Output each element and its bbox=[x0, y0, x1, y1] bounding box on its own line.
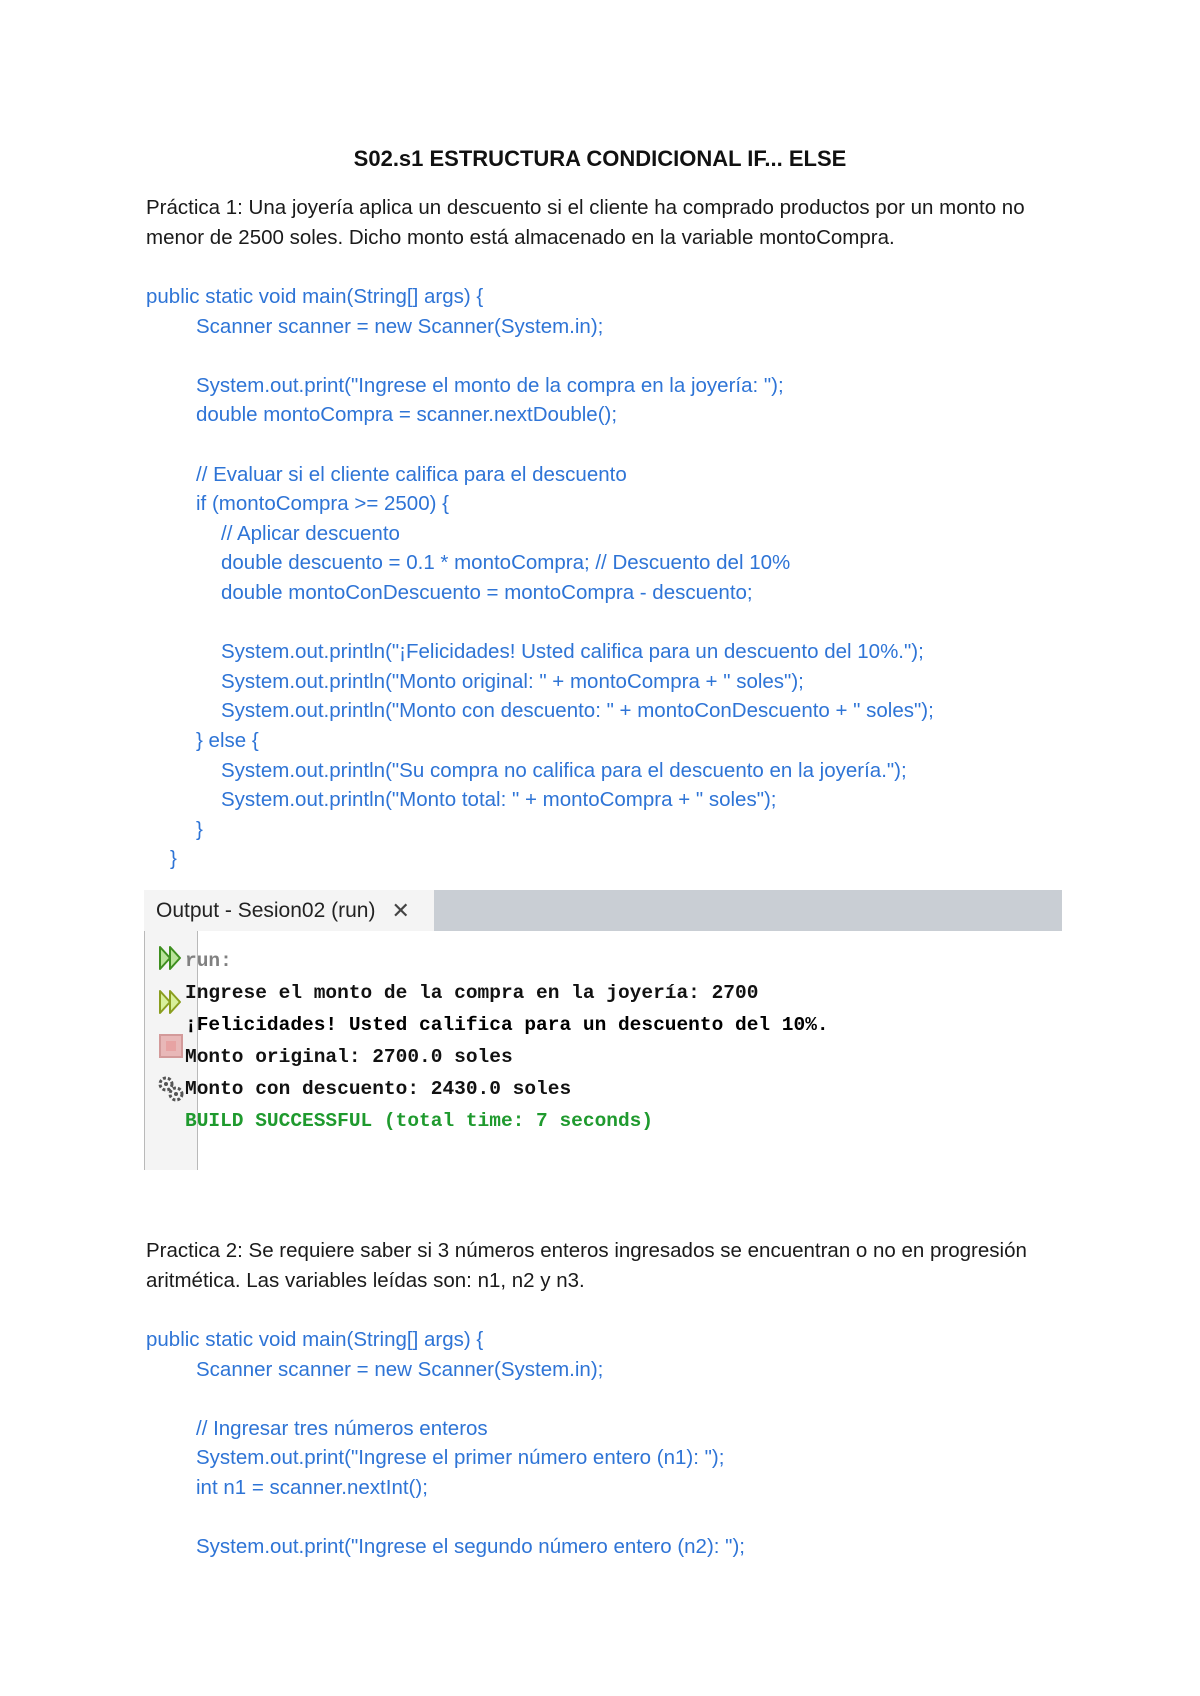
code-line: } else { bbox=[196, 728, 259, 752]
console-line: Monto original: 2700.0 soles bbox=[185, 1046, 513, 1068]
code-line: public static void main(String[] args) { bbox=[146, 1328, 484, 1351]
practica-2-code-block bbox=[146, 1325, 745, 1562]
code-line: double montoConDescuento = montoCompra - descuento; bbox=[221, 580, 753, 604]
code-line bbox=[146, 608, 934, 638]
code-line bbox=[146, 341, 934, 371]
code-comment: // Evaluar si el cliente califica para el descuento bbox=[196, 462, 627, 486]
practica-1-description: Práctica 1: Una joyería aplica un descuento si el cliente ha comprado productos por un monto no menor de 2500 soles. Dicho monto está almacenado en la variable montoCompra. bbox=[146, 196, 1025, 249]
console-line: run: bbox=[185, 950, 232, 972]
code-line: System.out.print("Ingrese el monto de la compra en la joyería: "); bbox=[196, 373, 784, 397]
code-line: double descuento = 0.1 * montoCompra; // Descuento del 10% bbox=[221, 551, 791, 575]
code-line bbox=[146, 1503, 745, 1533]
code-line: System.out.print("Ingrese el segundo número entero (n2): "); bbox=[196, 1535, 745, 1559]
code-line: if (montoCompra >= 2500) { bbox=[196, 492, 449, 516]
output-tab-label: Output - Sesion02 (run) bbox=[156, 898, 376, 922]
rerun-with-options-icon[interactable] bbox=[156, 987, 186, 1017]
code-line: Scanner scanner = new Scanner(System.in); bbox=[196, 314, 604, 338]
code-line: } bbox=[196, 817, 203, 841]
practica-2-description: Practica 2: Se requiere saber si 3 números enteros ingresados se encuentran o no en progresión aritmética. Las variables leídas son: n1, n2 y n3. bbox=[146, 1239, 1027, 1292]
document-title: S02.s1 ESTRUCTURA CONDICIONAL IF... ELSE bbox=[353, 146, 847, 171]
console-line: ¡Felicidades! Usted califica para un descuento del 10%. bbox=[185, 1014, 829, 1036]
stop-icon[interactable] bbox=[156, 1031, 186, 1061]
code-line: Scanner scanner = new Scanner(System.in); bbox=[196, 1357, 604, 1381]
settings-icon[interactable] bbox=[156, 1074, 186, 1104]
code-line: System.out.println("Monto con descuento: " + montoConDescuento + " soles"); bbox=[221, 699, 934, 723]
practica-1-code-block bbox=[146, 282, 934, 874]
console-output-text bbox=[185, 945, 829, 1137]
code-comment: // Aplicar descuento bbox=[221, 521, 400, 545]
code-line: System.out.println("Su compra no califica para el descuento en la joyería."); bbox=[221, 758, 907, 782]
console-line: Monto con descuento: 2430.0 soles bbox=[185, 1078, 572, 1100]
code-line: System.out.println("Monto original: " + montoCompra + " soles"); bbox=[221, 669, 804, 693]
output-tab[interactable] bbox=[144, 890, 434, 931]
code-line: public static void main(String[] args) { bbox=[146, 285, 484, 308]
code-line bbox=[146, 430, 934, 460]
code-comment: // Ingresar tres números enteros bbox=[196, 1416, 488, 1440]
code-line: } bbox=[170, 847, 177, 871]
close-icon[interactable]: ✕ bbox=[391, 897, 410, 923]
code-line: double montoCompra = scanner.nextDouble(); bbox=[196, 403, 618, 427]
code-line: System.out.print("Ingrese el primer número entero (n1): "); bbox=[196, 1446, 725, 1470]
code-line: System.out.println("Monto total: " + montoCompra + " soles"); bbox=[221, 788, 777, 812]
console-line: Ingrese el monto de la compra en la joyería: 2700 bbox=[185, 982, 759, 1004]
rerun-icon[interactable] bbox=[156, 943, 186, 973]
code-line: int n1 = scanner.nextInt(); bbox=[196, 1475, 428, 1499]
output-tab-bar bbox=[144, 890, 1062, 931]
console-build-status: BUILD SUCCESSFUL (total time: 7 seconds) bbox=[185, 1110, 654, 1132]
code-line bbox=[146, 1384, 745, 1414]
code-line: System.out.println("¡Felicidades! Usted califica para un descuento del 10%."); bbox=[221, 640, 924, 664]
